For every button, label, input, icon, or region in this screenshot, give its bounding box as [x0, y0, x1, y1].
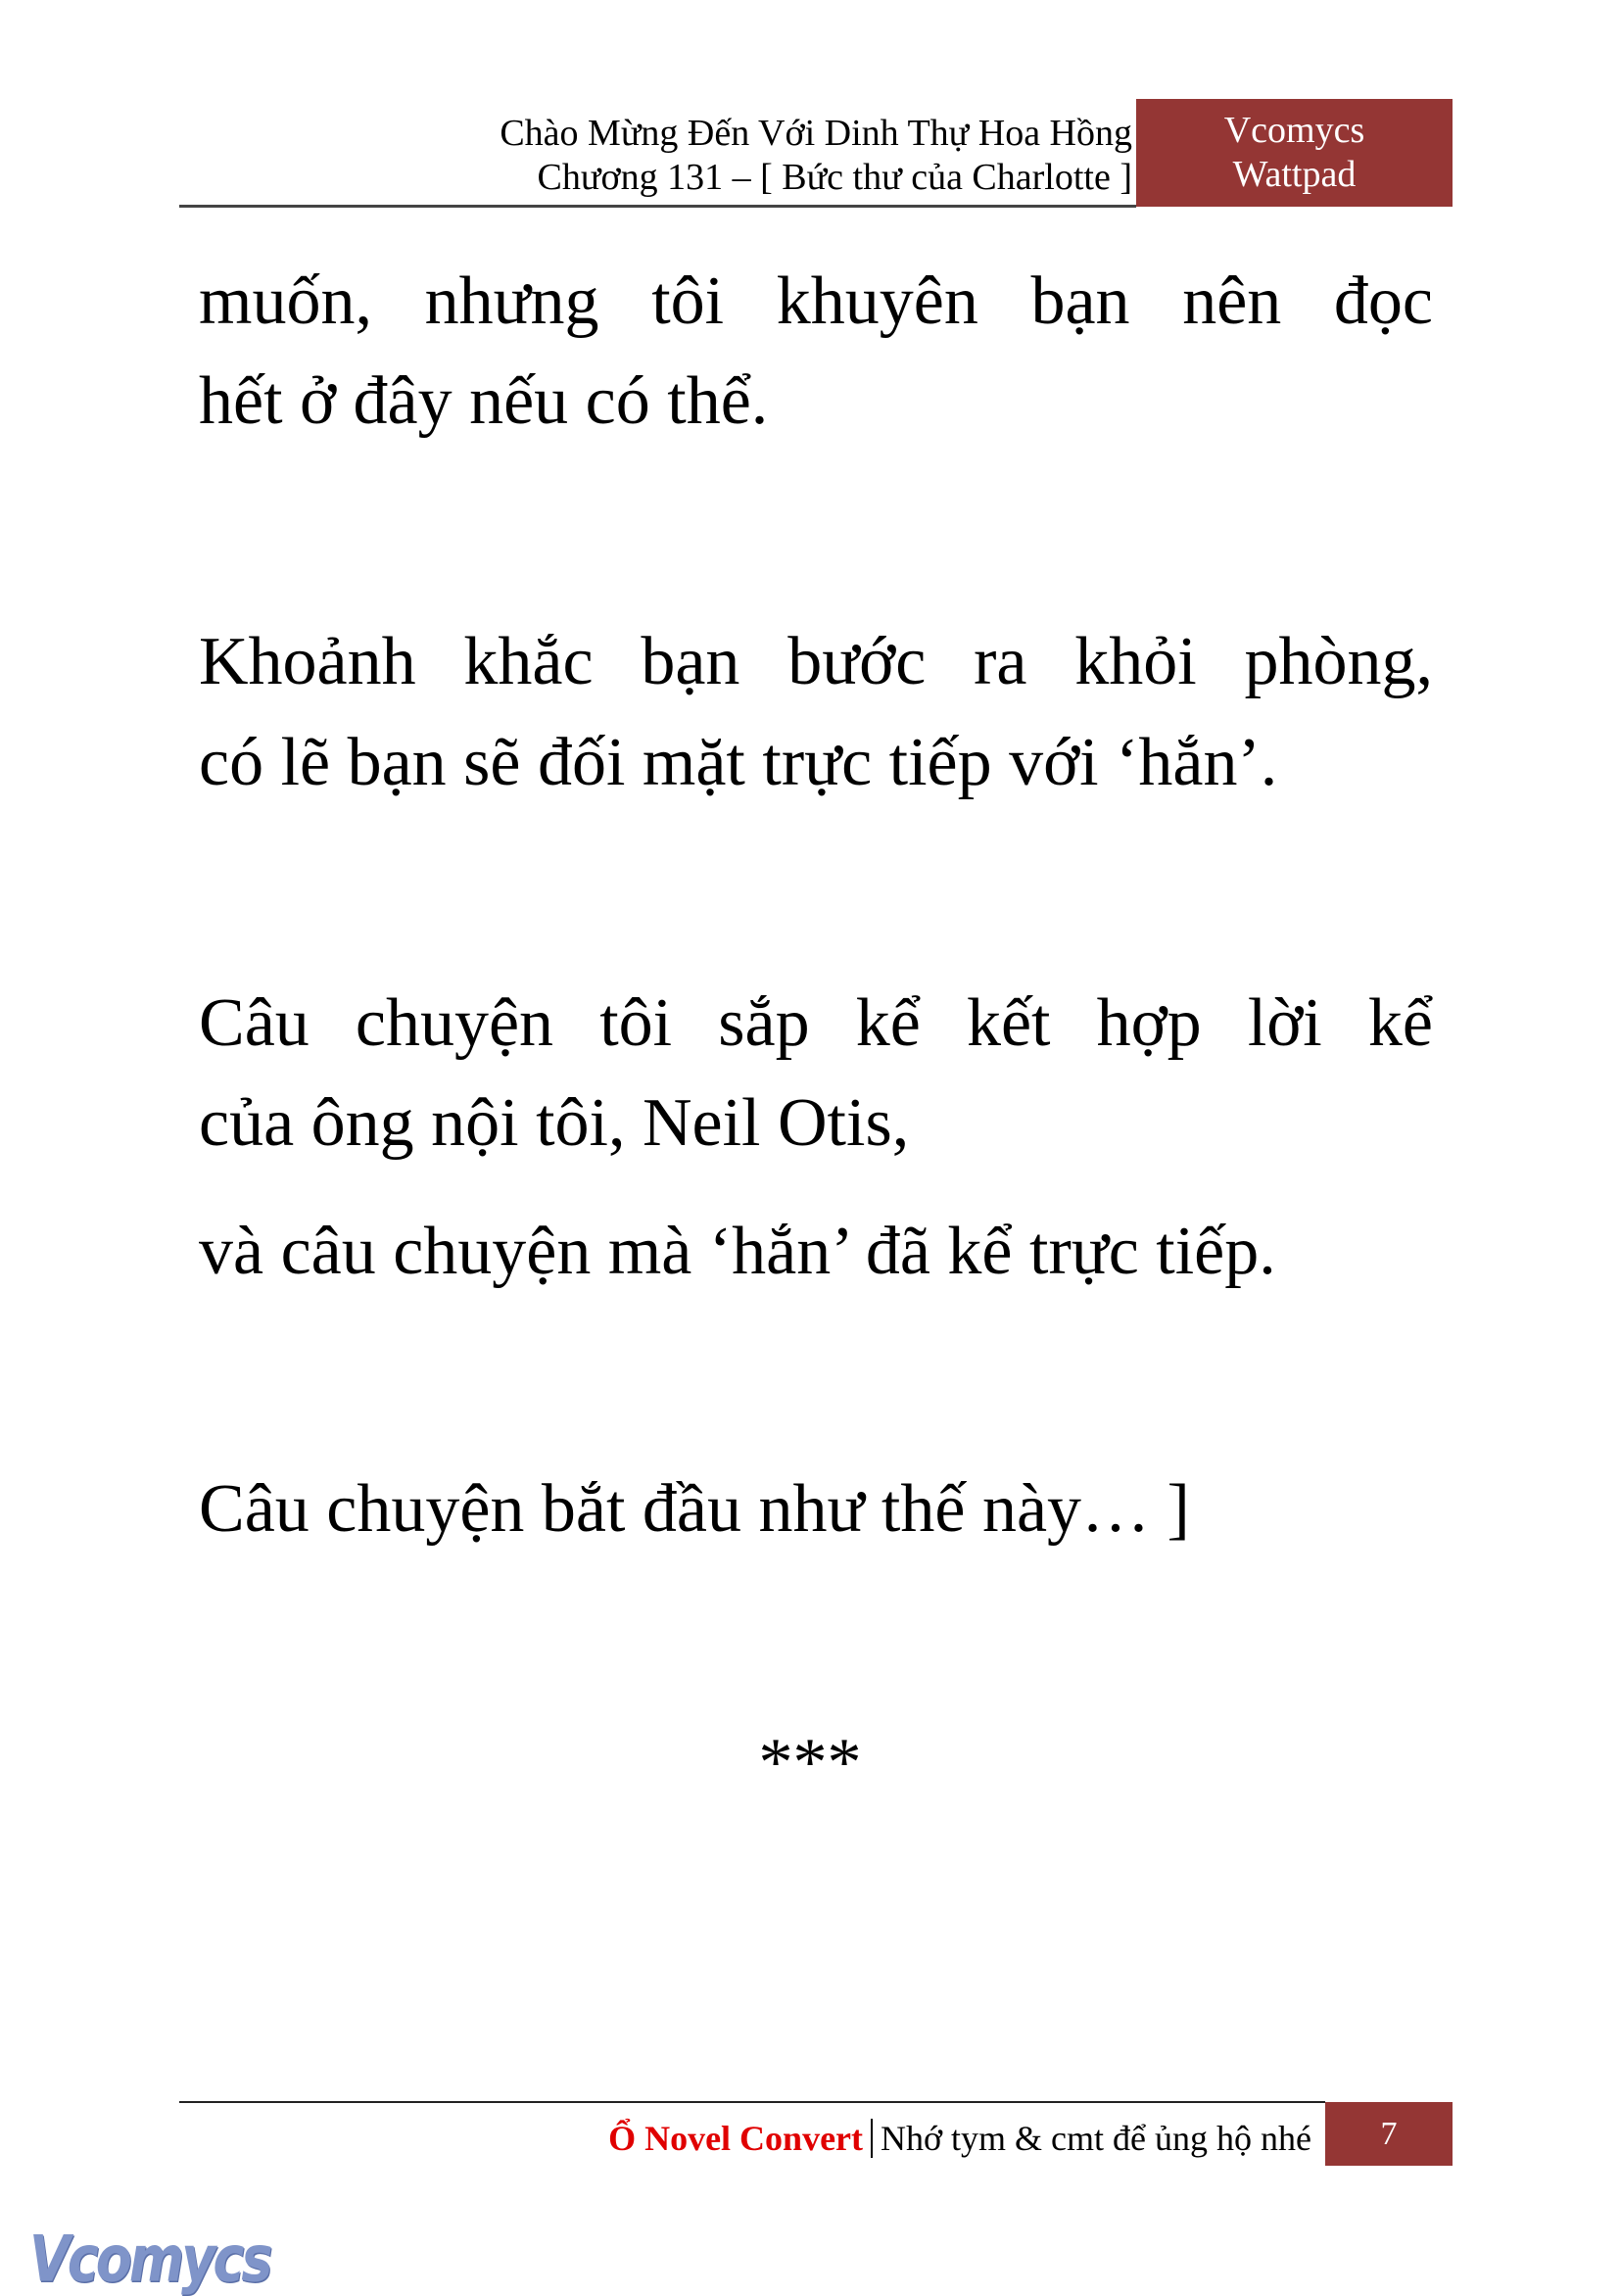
source-badge [1136, 99, 1453, 207]
badge-line-2: Wattpad [1232, 154, 1357, 195]
footer-text [608, 2119, 1311, 2158]
paragraph-line: Câu chuyện tôi sắp kể kết hợp lời kể [199, 985, 1433, 1061]
footer-brand: Ổ Novel Convert [608, 2119, 864, 2158]
paragraph-line: Câu chuyện bắt đầu như thế này… ] [199, 1471, 1190, 1547]
footer-message: Nhớ tym & cmt để ủng hộ nhé [881, 2119, 1311, 2158]
paragraph-line: có lẽ bạn sẽ đối mặt trực tiếp với ‘hắn’. [199, 725, 1278, 800]
paragraph-line: hết ở đây nếu có thể. [199, 363, 769, 439]
paragraph-line: muốn, nhưng tôi khuyên bạn nên đọc [199, 263, 1433, 339]
page-number: 7 [1325, 2102, 1453, 2166]
vcomycs-logo: Vcomycs [29, 2222, 270, 2296]
chapter-title: Chương 131 – [ Bức thư của Charlotte ] [537, 157, 1132, 198]
badge-line-1: Vcomycs [1223, 110, 1365, 151]
paragraph-line: Khoảnh khắc bạn bước ra khỏi phòng, [199, 624, 1433, 699]
footer-divider [179, 2101, 1325, 2103]
section-separator: *** [758, 1725, 862, 1800]
paragraph-line: của ông nội tôi, Neil Otis, [199, 1085, 910, 1161]
book-title: Chào Mừng Đến Với Dinh Thự Hoa Hồng [500, 113, 1132, 154]
paragraph-line: và câu chuyện mà ‘hắn’ đã kể trực tiếp. [199, 1214, 1276, 1289]
header-divider [179, 205, 1136, 208]
footer-separator [871, 2119, 873, 2158]
